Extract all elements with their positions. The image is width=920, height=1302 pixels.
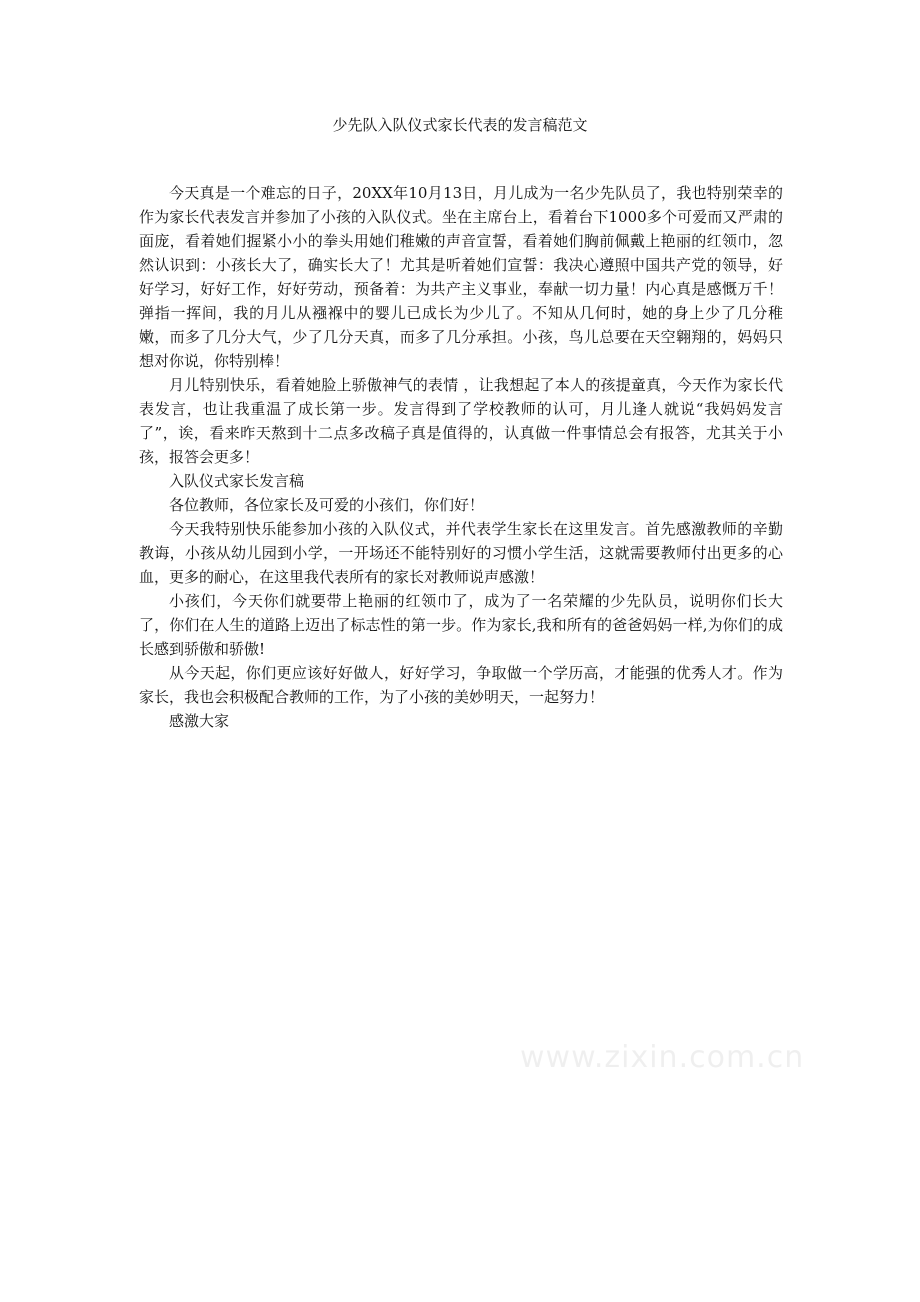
greeting-paragraph: 各位教师，各位家长及可爱的小孩们，你们好！	[169, 496, 485, 514]
document-body	[139, 181, 783, 733]
closing-line: 感激大家	[169, 712, 230, 730]
paragraph-1: 今天真是一个难忘的日子，20XX年10月13日，月儿成为一名少先队员了，我也特别荣幸的作为家长代表发言并参加了小孩的入队仪式。坐在主席台上，看着台下1000多个可爱而又严肃的面庞，看着她们握紧小小的拳头用她们稚嫩的声音宣誓，看着她们胸前佩戴上艳丽的红领巾，忽然认识到：小孩长大了，确实长大了！尤其是听着她们宣誓：我决心遵照中国共产党的领导，好好学习，好好工作，好好劳动，预备着：为共产主义事业，奉献一切力量！内心真是感慨万千！弹指一挥间，我的月儿从襁褓中的婴儿已成长为少儿了。不知从几何时，她的身上少了几分稚嫩，而多了几分大气，少了几分天真，而多了几分承担。小孩，鸟儿总要在天空翱翔的，妈妈只想对你说，你特别棒！	[139, 184, 783, 370]
paragraph-from-today: 从今天起，你们更应该好好做人，好好学习，争取做一个学历高，才能强的优秀人才。作为家长，我也会积极配合教师的工作，为了小孩的美妙明天，一起努力！	[139, 664, 783, 706]
paragraph-to-children: 小孩们，今天你们就要带上艳丽的红领巾了，成为了一名荣耀的少先队员，说明你们长大了，你们在人生的道路上迈出了标志性的第一步。作为家长,我和所有的爸爸妈妈一样,为你们的成长感到骄傲和骄傲!	[139, 592, 783, 658]
paragraph-2: 月儿特别快乐，看着她脸上骄傲神气的表情 ，让我想起了本人的孩提童真，今天作为家长代表发言，也让我重温了成长第一步。发言得到了学校教师的认可，月儿逢人就说“我妈妈发言了”，诶，看来昨天熬到十二点多改稿子真是值得的，认真做一件事情总会有报答，尤其关于小孩，报答会更多！	[139, 376, 783, 466]
site-watermark: www.zixin.com.cn	[520, 1040, 805, 1075]
document-title: 少先队入队仪式家长代表的发言稿范文	[332, 116, 588, 134]
speech-heading: 入队仪式家长发言稿	[169, 472, 305, 490]
paragraph-thanks-teachers: 今天我特别快乐能参加小孩的入队仪式，并代表学生家长在这里发言。首先感激教师的辛勤教诲，小孩从幼儿园到小学，一开场还不能特别好的习惯小学生活，这就需要教师付出更多的心血，更多的耐心，在这里我代表所有的家长对教师说声感激！	[139, 520, 783, 586]
